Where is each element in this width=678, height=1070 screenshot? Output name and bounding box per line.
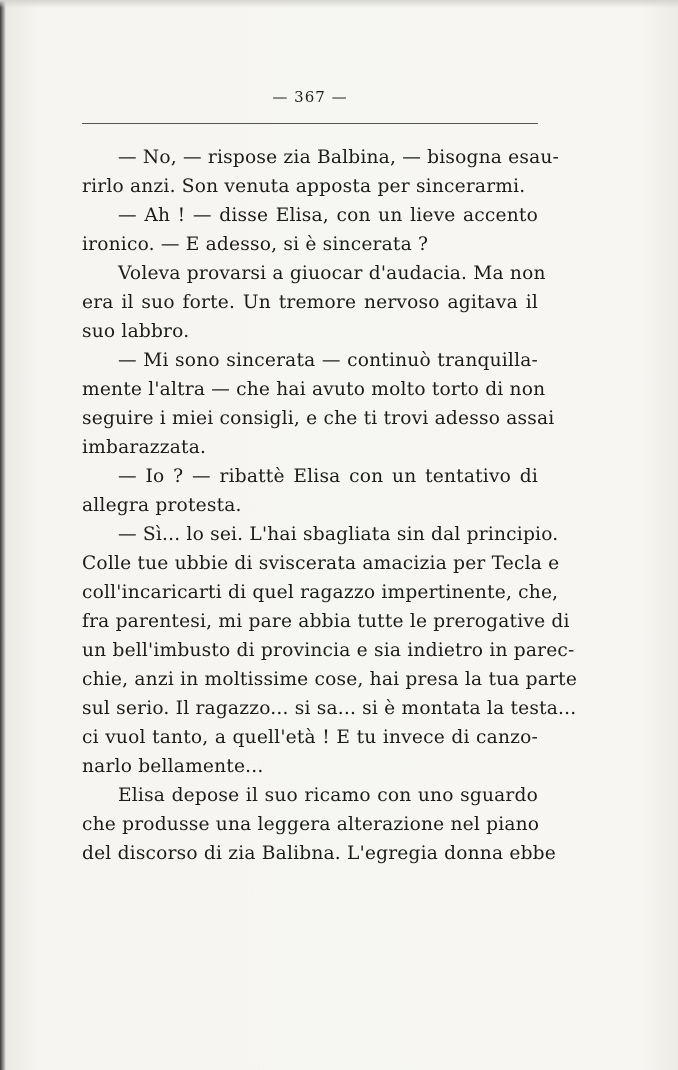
- text-line: suo labbro.: [82, 321, 190, 342]
- text-line: sul serio. Il ragazzo... si sa... si è montata la testa...: [82, 698, 577, 719]
- text-line: un bell'imbusto di provincia e sia indietro in parec-: [82, 640, 575, 661]
- text-line: imbarazzata.: [82, 437, 207, 458]
- text-line: del discorso di zia Balibna. L'egregia donna ebbe: [82, 843, 556, 864]
- text-line: Colle tue ubbie di sviscerata amacizia per Tecla e: [82, 553, 560, 574]
- text-line: seguire i miei consigli, e che ti trovi adesso assai: [82, 408, 555, 429]
- text-line: coll'incaricarti di quel ragazzo impertinente, che,: [82, 582, 559, 603]
- text-line: rirlo anzi. Son venuta apposta per sincerarmi.: [82, 176, 526, 197]
- header-rule: [82, 123, 538, 124]
- text-line: mente l'altra — che hai avuto molto torto di non: [82, 379, 546, 400]
- text-line: allegra protesta.: [82, 495, 242, 516]
- text-line: — No, — rispose zia Balbina, — bisogna esau-: [118, 147, 560, 168]
- page-top-edge: [0, 0, 678, 8]
- body-text: [82, 143, 578, 868]
- text-line: chie, anzi in moltissime cose, hai presa la tua parte: [82, 669, 578, 690]
- text-line: Elisa depose il suo ricamo con uno sguardo: [118, 785, 538, 806]
- text-line: — Mi sono sincerata — continuò tranquilla-: [118, 350, 538, 371]
- text-line: — Io ? — ribattè Elisa con un tentativo di: [118, 466, 538, 487]
- page-number: — 367 —: [272, 88, 348, 106]
- text-line: narlo bellamente...: [82, 756, 264, 777]
- text-line: ironico. — E adesso, si è sincerata ?: [82, 234, 429, 255]
- text-line: ci vuol tanto, a quell'età ! E tu invece di canzo-: [82, 727, 538, 748]
- text-line: che produsse una leggera alterazione nel piano: [82, 814, 540, 835]
- text-line: fra parentesi, mi pare abbia tutte le prerogative di: [82, 611, 570, 632]
- text-line: — Ah ! — disse Elisa, con un lieve accento: [118, 205, 538, 226]
- text-line: — Sì... lo sei. L'hai sbagliata sin dal principio.: [118, 524, 559, 545]
- text-line: era il suo forte. Un tremore nervoso agitava il: [82, 292, 538, 313]
- text-line: Voleva provarsi a giuocar d'audacia. Ma non: [118, 263, 546, 284]
- page-binding-edge: [0, 0, 6, 1070]
